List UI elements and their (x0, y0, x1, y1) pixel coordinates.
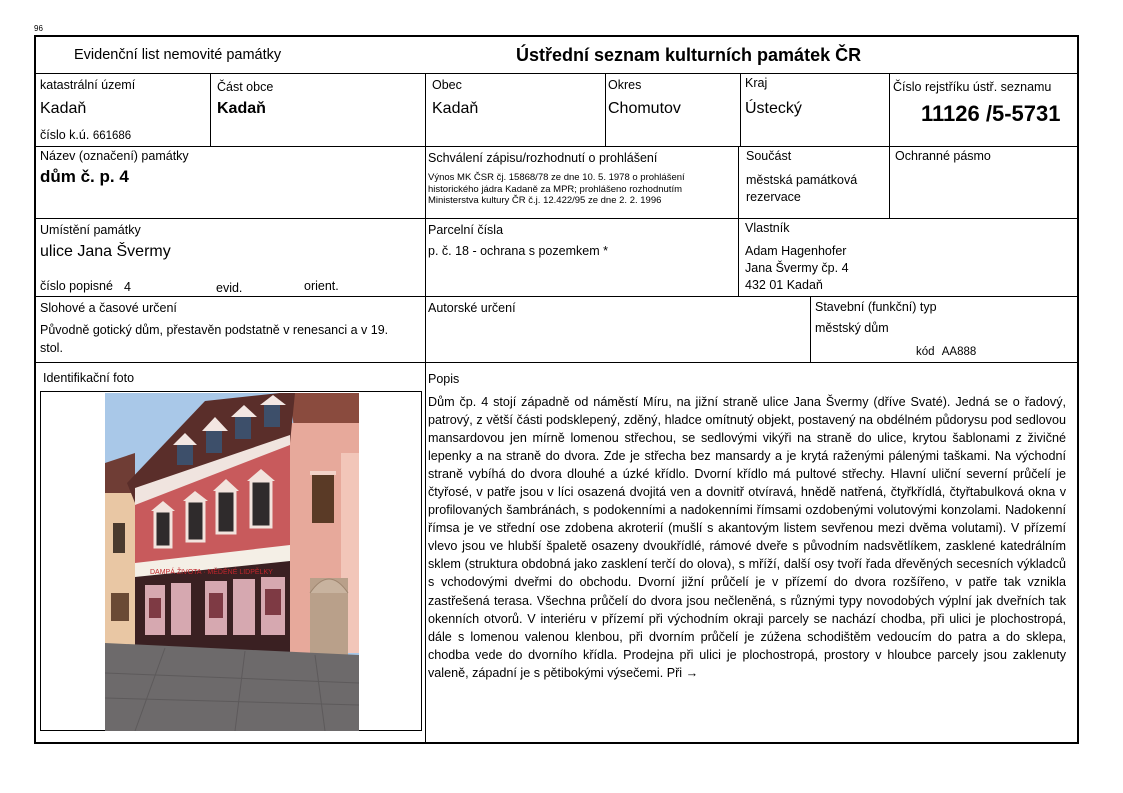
nazev-label: Název (označení) památky (40, 149, 189, 163)
divider (740, 73, 741, 146)
cast-obce-value: Kadaň (217, 100, 266, 117)
kraj-label: Kraj (745, 76, 768, 90)
okres-value: Chomutov (608, 100, 681, 117)
katastralni-uzemi-value: Kadaň (40, 100, 87, 117)
divider (35, 296, 1078, 297)
autorske-label: Autorské určení (428, 301, 516, 315)
divider (810, 296, 811, 362)
divider (35, 146, 1078, 147)
kod (916, 346, 976, 358)
divider (738, 146, 739, 296)
ochranne-pasmo-label: Ochranné pásmo (895, 149, 991, 163)
stavebni-typ-value: městský dům (815, 321, 889, 335)
katastralni-uzemi-label: katastrální území (40, 78, 136, 92)
obec-value: Kadaň (432, 100, 479, 117)
umisteni-value: ulice Jana Švermy (40, 243, 171, 260)
divider (425, 73, 426, 744)
parcelni-value: p. č. 18 - ochrana s pozemkem * (428, 244, 608, 258)
cislo-ku-label: číslo k.ú. (40, 128, 90, 142)
building-photo (105, 393, 359, 731)
divider (35, 218, 1078, 219)
cislo-ku (40, 128, 131, 142)
evid-label: evid. (216, 281, 243, 295)
divider (605, 73, 606, 146)
right-title: Ústřední seznam kulturních památek ČR (516, 45, 862, 65)
rejstrik-value: 11126 /5-5731 (921, 101, 1061, 126)
nazev-value: dům č. p. 4 (40, 167, 129, 186)
divider (35, 362, 1078, 363)
obec-label: Obec (432, 78, 462, 92)
popis-text: Dům čp. 4 stojí západně od náměstí Míru, na jižní straně ulice Jana Švermy (dříve Svaté). Jedná se o řadový, patrový, z větší části podsklepený, zděný, hladce omítnutý objekt, postavený na obdélném půdorysu pod sedlovou mansardovou jen mírně lomenou střechou, se sedlovými vikýři na straně do ulice, krytou šablonami z živičné lepenky a na straně do dvora. Zde je střecha bez mansardy a je krytá raženými pálenými taškami. Na východní straně vybíhá do dvora dlouhé a úzké křídlo. Dvorní křídlo má pultové střechy. Hlavní uliční severní průčelí je čtyřosé, v patře jsou v líci osazená dvojitá ven a dovnitř otvíravá, hnědě natřená, čtyřkřídlá, čtyřtabulková okna v profilovaných šambránách, s podokenními a nadokenními římsami ozdobenými volutovými konzolami. Nadokenní římsa je ve střední ose zdobena akroterií (mušlí s akantovým listem sevřenou mezi dvěma volutami). V přízemí vlevo jsou ve hlubší špaletě osazeny dvoukřídlé, rámové dveře s původním nadsvětlíkem, zasklené katedrálním sklem (struktura obdobná jako zasklení terčí do olova), s mříží, další osy tvoří řada dřevěných secesních výkladců s vchodovými dveřmi do obchodu. Dvorní jižní průčelí je v přízemí do dvora rozšířeno, v patře tak vznikla zastřešená terasa. Všechna průčelí do dvora jsou nečleněná, s různými typy novodobých výplní jak dveřních tak okenních otvorů. V interiéru v přízemí při východním okraji parcely se nachází chodba, při ulici je plochostropá, dále s lomenou valenou klenbou, při dvorním průčelí je zúžena schodištěm vedoucím do patra a do sklepa, chodba vede do dvorního křídla. Prodejna při ulici je plochostropá, prostory v hloubce parcely jsou zaklenuty valeně, západní je s pětibokými výsečemi. Při → (428, 395, 1066, 680)
left-title: Evidenční list nemovité památky (74, 47, 282, 63)
slohove-label: Slohové a časové určení (40, 301, 177, 315)
okres-label: Okres (608, 78, 642, 92)
shop-sign: DAMPÁ ŽIVOTA · MĚDĚNÉ LIDPĚLKY (150, 569, 273, 576)
schvaleni-label: Schválení zápisu/rozhodnutí o prohlášení (428, 151, 658, 165)
cislo-popisne-value: 4 (124, 280, 131, 294)
divider (210, 73, 211, 146)
cast-obce-label: Část obce (217, 80, 274, 94)
divider (889, 73, 890, 218)
vlastnik-value: Adam Hagenhofer Jana Švermy čp. 4 432 01 Kadaň (745, 244, 849, 292)
popis-label: Popis (428, 372, 460, 386)
foto-label: Identifikační foto (43, 371, 135, 385)
rejstrik-label: Číslo rejstříku ústř. seznamu (893, 80, 1052, 94)
vlastnik-label: Vlastník (745, 221, 790, 235)
soucast-value: městská památková rezervace (746, 173, 858, 204)
kraj-value: Ústecký (745, 100, 802, 117)
divider (35, 73, 1078, 74)
umisteni-label: Umístění památky (40, 223, 141, 237)
cislo-popisne-label: číslo popisné (40, 279, 113, 293)
soucast-label: Součást (746, 149, 792, 163)
orient-label: orient. (304, 279, 339, 293)
schvaleni-value: Výnos MK ČSR čj. 15868/78 ze dne 10. 5. 1978 o prohlášení historického jádra Kadaně za MPR; prohlášeno rozhodnutím Ministerstva kultury ČR č.j. 12.422/95 ze dne 2. 2. 1996 (428, 172, 685, 206)
kod-label: kód (916, 346, 935, 358)
stavebni-typ-label: Stavební (funkční) typ (815, 300, 937, 314)
cislo-ku-value: 661686 (92, 130, 132, 142)
kod-value: AA888 (941, 346, 977, 358)
page-number: 96 (34, 24, 43, 33)
slohove-value: Původně gotický dům, přestavěn podstatně v renesanci a v 19. stol. (40, 323, 389, 355)
parcelni-label: Parcelní čísla (428, 223, 504, 237)
